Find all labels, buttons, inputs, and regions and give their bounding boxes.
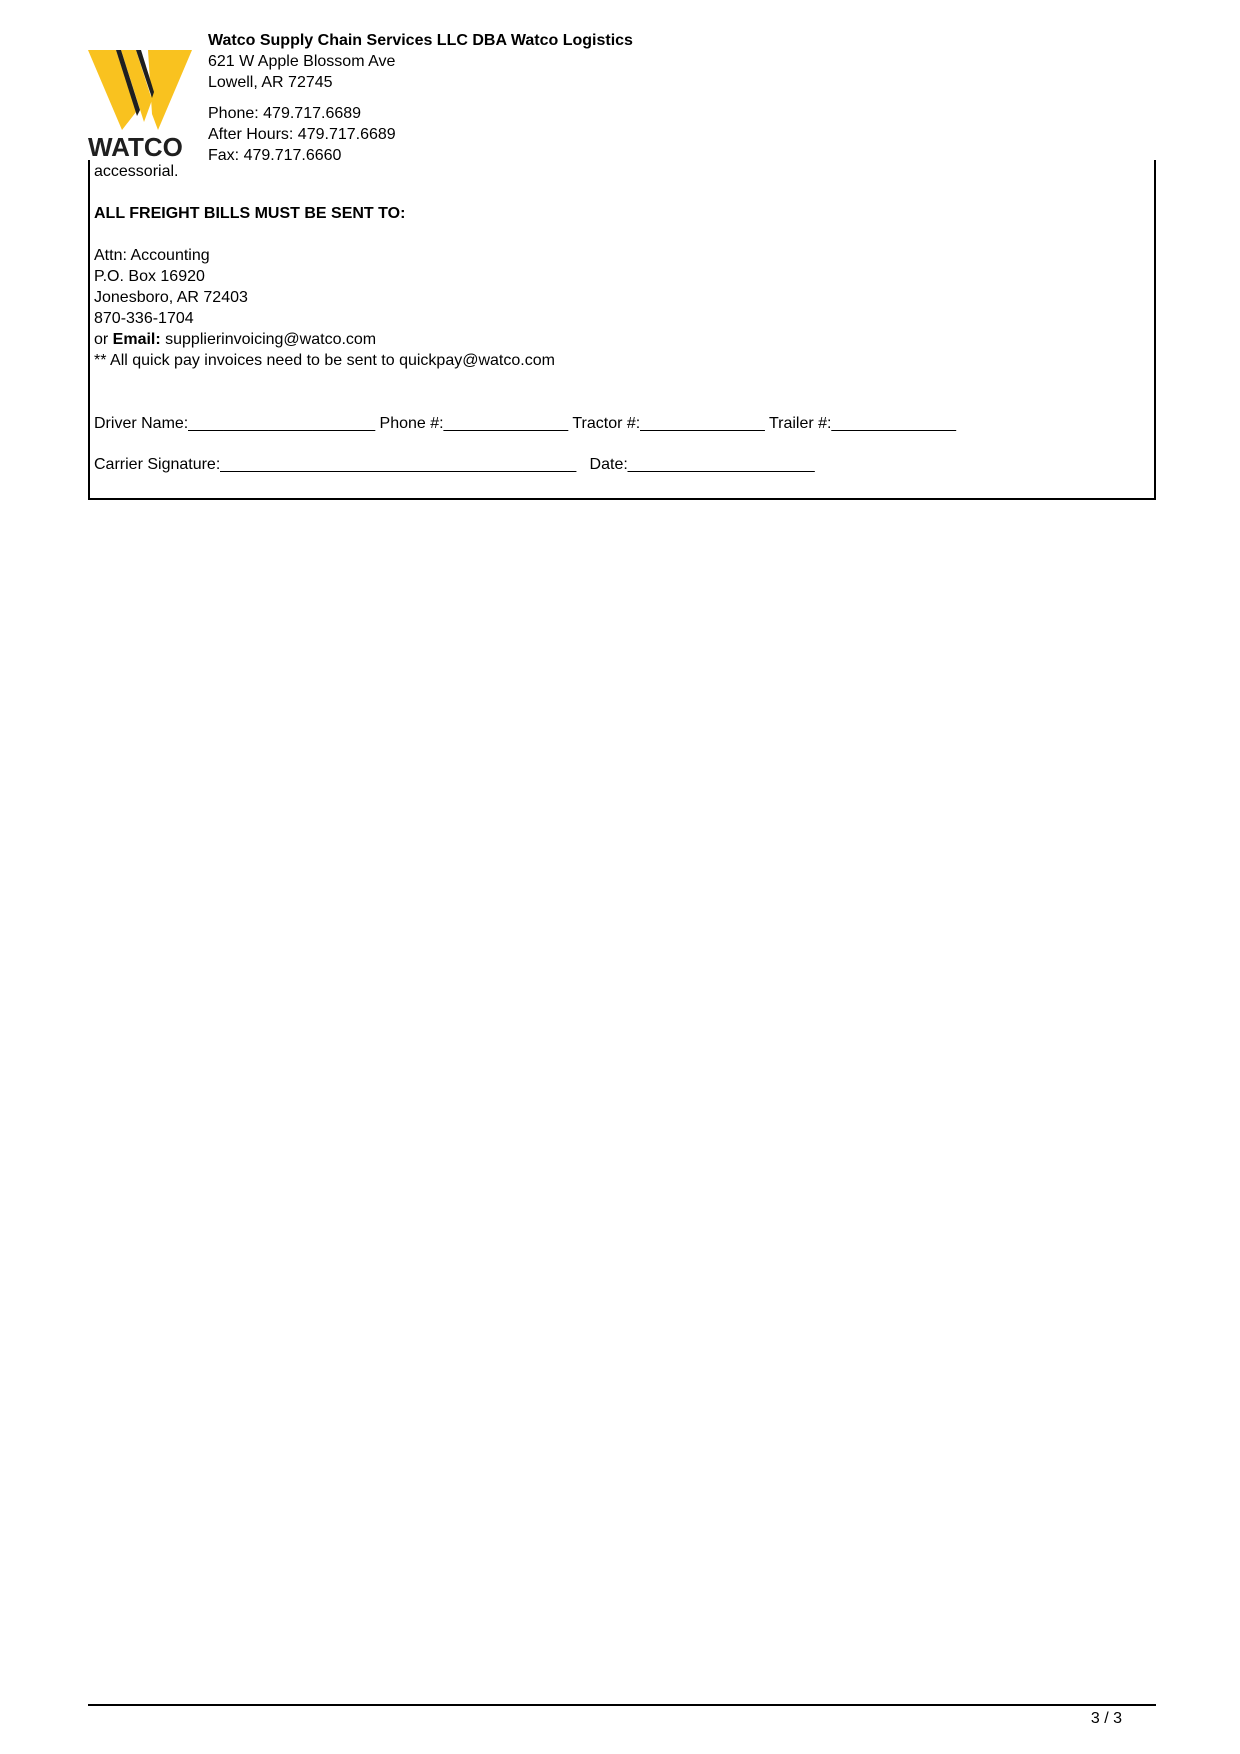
- address-line-2: Lowell, AR 72745: [208, 74, 333, 91]
- fax-number: Fax: 479.717.6660: [208, 147, 342, 164]
- continued-text: accessorial.: [94, 163, 179, 180]
- carrier-signature-line: Carrier Signature:________________________________________ Date:_____________________: [94, 456, 815, 473]
- quickpay-note: ** All quick pay invoices need to be sent to quickpay@watco.com: [94, 352, 555, 369]
- city-line: Jonesboro, AR 72403: [94, 289, 248, 306]
- company-name: Watco Supply Chain Services LLC DBA Watco Logistics: [208, 32, 633, 49]
- company-header: [208, 30, 633, 166]
- po-box-line: P.O. Box 16920: [94, 268, 205, 285]
- attn-line: Attn: Accounting: [94, 247, 210, 264]
- after-hours-number: After Hours: 479.717.6689: [208, 126, 396, 143]
- terms-content: [94, 161, 956, 475]
- email-line: or Email: supplierinvoicing@watco.com: [94, 331, 377, 348]
- email-label: Email:: [112, 331, 161, 348]
- freight-bills-heading: ALL FREIGHT BILLS MUST BE SENT TO:: [94, 205, 406, 222]
- page-number: 3 / 3: [1090, 1710, 1122, 1727]
- address-line-1: 621 W Apple Blossom Ave: [208, 53, 396, 70]
- driver-info-line: Driver Name:_____________________ Phone #:______________ Tractor #:______________ Trailer #:______________: [94, 415, 957, 432]
- footer-divider: [88, 1704, 1156, 1706]
- accounting-phone: 870-336-1704: [94, 310, 194, 327]
- email-value: supplierinvoicing@watco.com: [160, 331, 377, 348]
- watco-w-mark-icon: [88, 50, 192, 130]
- phone-number: Phone: 479.717.6689: [208, 105, 362, 122]
- logo-wordmark: WATCO: [88, 132, 183, 162]
- watco-logo: [88, 50, 192, 160]
